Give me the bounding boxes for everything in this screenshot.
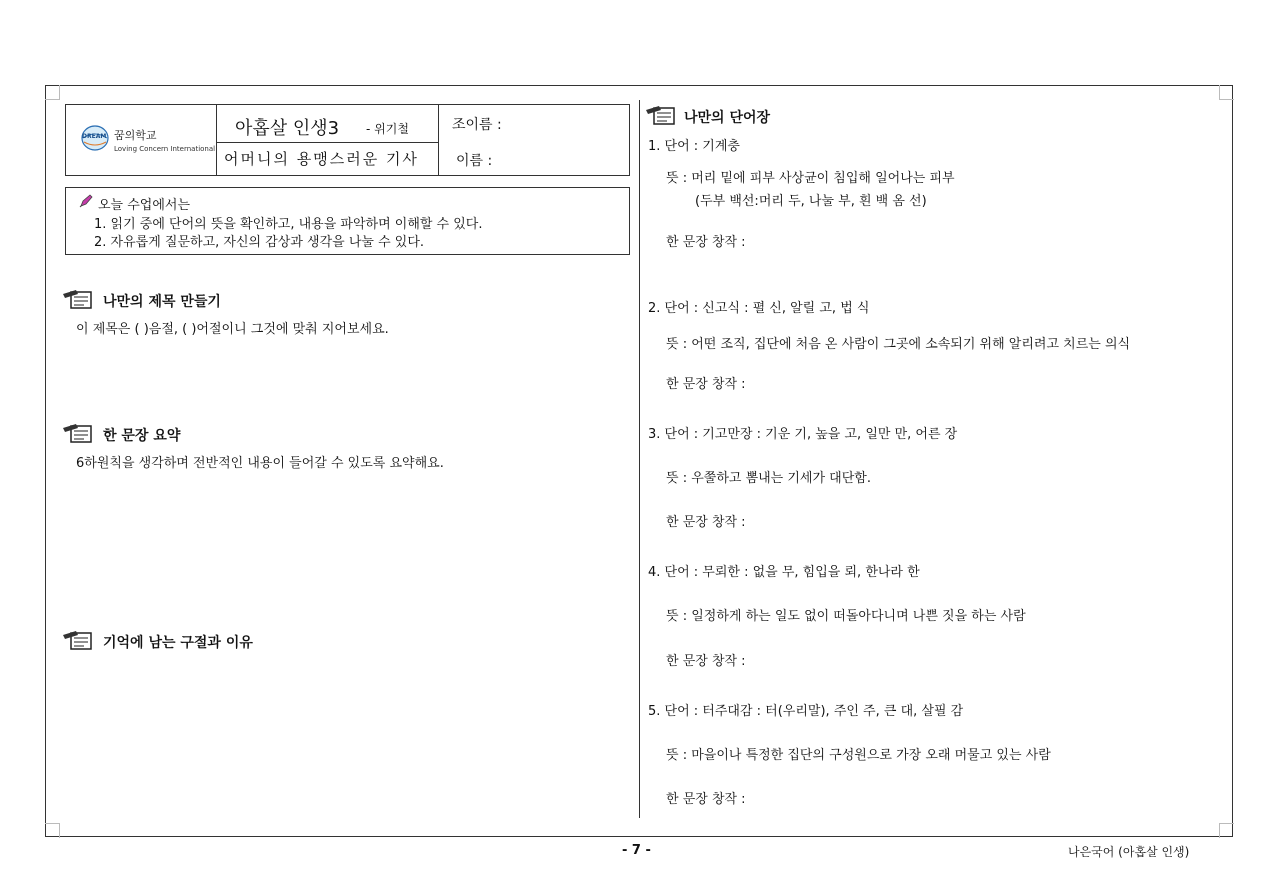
vocab-word: 4. 단어 : 무뢰한 : 없을 무, 힘입을 뢰, 한나라 한: [648, 565, 920, 580]
sentence-prompt: 한 문장 창작 :: [666, 377, 746, 392]
header-divider: [216, 104, 217, 176]
vocab-meaning: 뜻 : 일정하게 하는 일도 없이 떠돌아다니며 나쁜 짓을 하는 사람: [666, 609, 1026, 624]
vocab-word: 5. 단어 : 터주대감 : 터(우리말), 주인 주, 큰 대, 살필 감: [648, 704, 964, 719]
school-logo: [80, 124, 110, 156]
sentence-prompt: 한 문장 창작 :: [666, 515, 746, 530]
vocab-word: 2. 단어 : 신고식 : 펼 신, 알릴 고, 법 식: [648, 301, 870, 316]
notebook-icon: [62, 422, 94, 444]
vocab-extra: (두부 백선:머리 두, 나눌 부, 흰 백 옴 선): [695, 194, 927, 209]
notebook-icon: [62, 288, 94, 310]
title-instruction: 이 제목은 ( )음절, ( )어절이니 그것에 맞춰 지어보세요.: [76, 322, 389, 337]
corner-mark: [45, 85, 60, 100]
pencil-icon: [78, 193, 94, 209]
vocab-meaning: 뜻 : 우쭐하고 뽐내는 기세가 대단함.: [666, 471, 871, 486]
objective-item: 1. 읽기 중에 단어의 뜻을 확인하고, 내용을 파악하며 이해할 수 있다.: [94, 217, 483, 232]
column-divider: [639, 100, 640, 818]
vocab-meaning: 뜻 : 어떤 조직, 집단에 처음 온 사람이 그곳에 소속되기 위해 알리려고 치르는 의식: [666, 337, 1131, 352]
summary-instruction: 6하원칙을 생각하며 전반적인 내용이 들어갈 수 있도록 요약해요.: [76, 456, 444, 471]
worksheet-title: 아홉살 인생3: [235, 118, 340, 139]
sentence-prompt: 한 문장 창작 :: [666, 792, 746, 807]
student-name-label: 이름 :: [456, 153, 493, 169]
objective-item: 2. 자유롭게 질문하고, 자신의 감상과 생각을 나눌 수 있다.: [94, 235, 425, 250]
logo-school-name: 꿈의학교: [114, 129, 157, 142]
section-heading-title: 나만의 제목 만들기: [103, 294, 221, 310]
author: - 위기철: [366, 122, 409, 136]
group-name-label: 조이름 :: [452, 117, 502, 133]
vocab-word: 1. 단어 : 기계충: [648, 139, 740, 154]
notebook-icon: [645, 104, 677, 126]
corner-mark: [1219, 85, 1234, 100]
vocab-meaning: 뜻 : 마을이나 특정한 집단의 구성원으로 가장 오래 머물고 있는 사람: [666, 748, 1051, 763]
section-heading-memory: 기억에 남는 구절과 이유: [103, 635, 253, 651]
page-number: - 7 -: [622, 843, 651, 858]
logo-org-name: Loving Concern International: [114, 145, 216, 153]
corner-mark: [45, 823, 60, 838]
sentence-prompt: 한 문장 창작 :: [666, 235, 746, 250]
sentence-prompt: 한 문장 창작 :: [666, 654, 746, 669]
logo-mark: DREAM: [82, 133, 107, 140]
chapter-title: 어머니의 용맹스러운 기사: [224, 150, 419, 168]
notebook-icon: [62, 629, 94, 651]
vocab-word: 3. 단어 : 기고만장 : 기운 기, 높을 고, 일만 만, 어른 장: [648, 427, 958, 442]
objectives-heading: 오늘 수업에서는: [98, 198, 191, 213]
header-divider: [438, 104, 439, 176]
vocab-heading: 나만의 단어장: [684, 110, 771, 126]
header-divider: [216, 142, 438, 143]
corner-mark: [1219, 823, 1234, 838]
book-title: 나은국어 (아홉살 인생): [1068, 845, 1190, 859]
vocab-meaning: 뜻 : 머리 밑에 피부 사상균이 침입해 일어나는 피부: [666, 171, 955, 186]
section-heading-summary: 한 문장 요약: [103, 428, 181, 444]
